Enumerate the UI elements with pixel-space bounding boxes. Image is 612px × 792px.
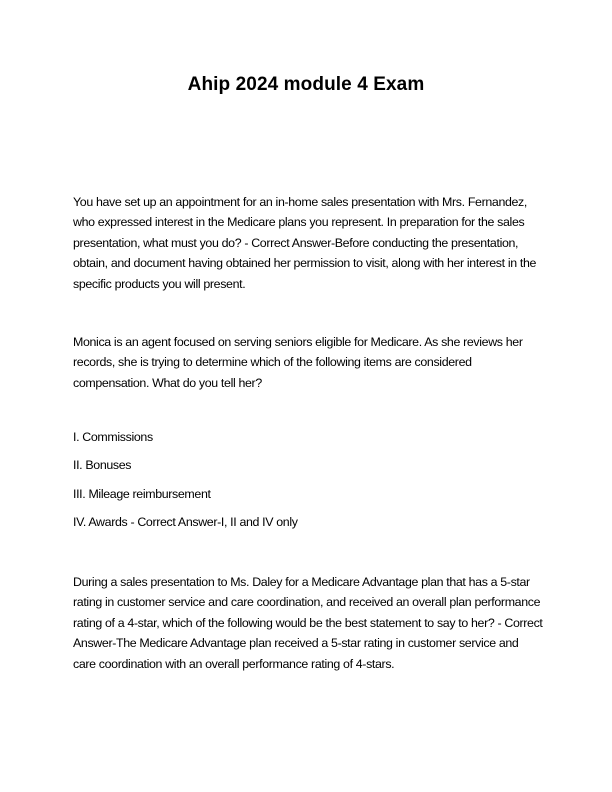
question-3-text: During a sales presentation to Ms. Daley for a Medicare Advantage plan that has a 5-star rating in customer service and care coordination, and received an overall plan performance rating of a 4-star, which of the following would be the best statement to say to her? - Correct Answer-The Medicare Advantage plan received a 5-star rating in customer service and care coordination with an overall performance rating of 4-stars. (73, 575, 543, 671)
question-3 (73, 572, 543, 674)
question-2-option-4: IV. Awards - Correct Answer-I, II and IV only (73, 515, 298, 529)
page-title: Ahip 2024 module 4 Exam (187, 74, 425, 95)
question-2-text: Monica is an agent focused on serving seniors eligible for Medicare. As she reviews her records, she is trying to determine which of the following items are considered compensation. What do you tell her? (73, 335, 523, 390)
question-2-option-1: I. Commissions (73, 430, 153, 444)
question-1-text: You have set up an appointment for an in-home sales presentation with Mrs. Fernandez, who expressed interest in the Medicare plans you represent. In preparation for the sales presentation, what must you do? - Correct Answer-Before conducting the presentation, obtain, and document having obtained her permission to visit, along with her interest in the specific products you will present. (73, 195, 537, 291)
question-1 (73, 192, 543, 294)
question-2-option-2: II. Bonuses (73, 458, 132, 472)
question-2 (73, 332, 543, 393)
question-2-option-3: III. Mileage reimbursement (73, 487, 211, 501)
